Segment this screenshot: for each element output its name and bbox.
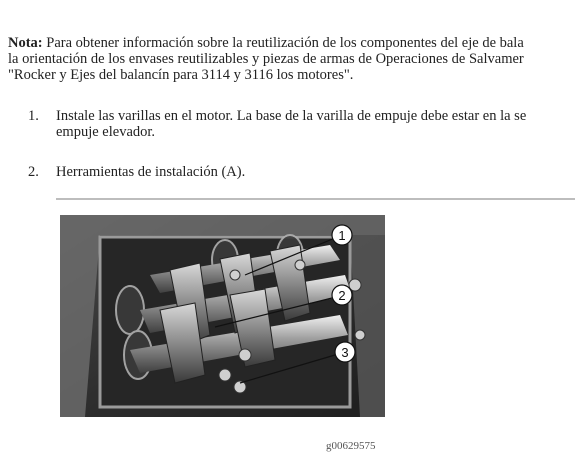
note-text: Para obtener información sobre la reutilización de los componentes del eje de bala (46, 35, 524, 51)
step-text-line: Instale las varillas en el motor. La base de la varilla de empuje debe estar en la se (56, 108, 527, 124)
steps-list (28, 108, 575, 180)
svg-text:3: 3 (341, 345, 349, 360)
engine-rocker-photo (60, 215, 385, 417)
callout-1 (332, 225, 352, 245)
note-line (8, 35, 575, 51)
note-line: la orientación de los envases reutilizables y piezas de armas de Operaciones de Salvamer (8, 51, 524, 67)
svg-text:1: 1 (338, 228, 346, 243)
step-item (28, 108, 575, 140)
step-text-line: Herramientas de instalación (A). (56, 164, 246, 180)
note-label: Nota: (8, 35, 43, 51)
engine-illustration (60, 215, 385, 417)
callout-2 (332, 285, 352, 305)
step-item (28, 164, 575, 180)
note-paragraph (8, 35, 575, 83)
step-text-line: empuje elevador. (56, 124, 156, 140)
step-number: 2. (28, 164, 39, 180)
step-number: 1. (28, 108, 39, 124)
figure-caption: g00629575 (326, 440, 376, 452)
svg-text:2: 2 (338, 288, 346, 303)
note-line: "Rocker y Ejes del balancín para 3114 y 3116 los motores". (8, 67, 354, 83)
callout-3 (335, 342, 355, 362)
section-divider (56, 198, 575, 200)
